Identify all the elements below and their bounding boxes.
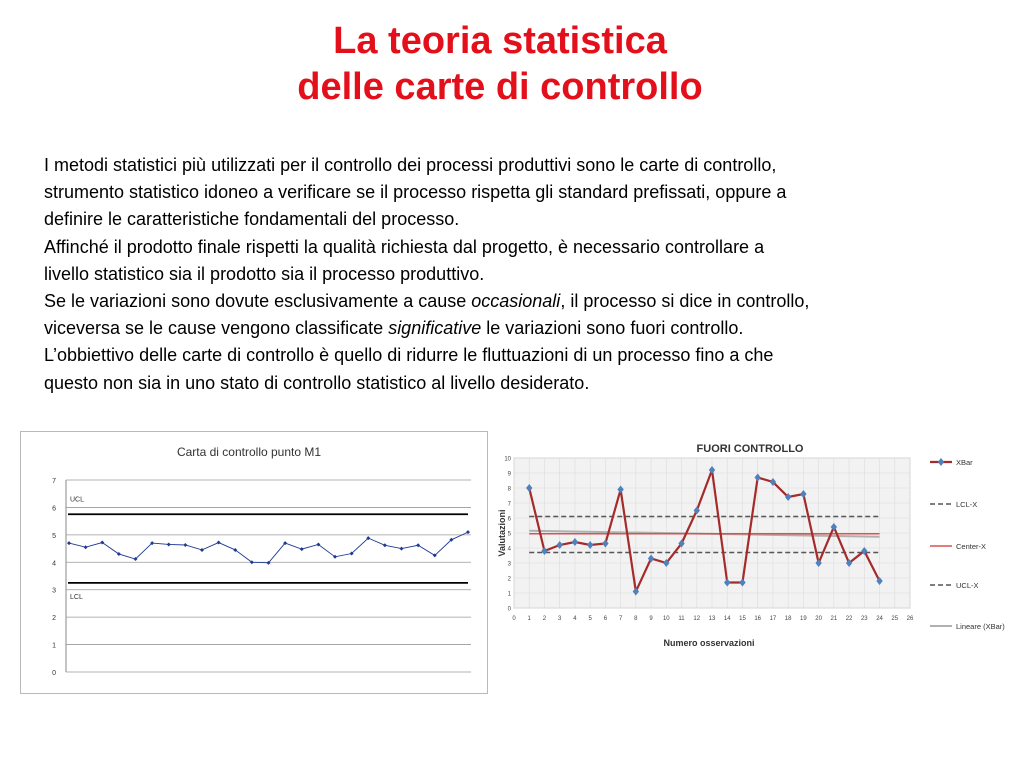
legend-entry: Lineare (XBar) (956, 622, 1005, 631)
body-line: questo non sia in uno stato di controllo statistico al livello desiderato. (44, 372, 590, 393)
y-tick-label: 6 (507, 516, 511, 523)
body-line: strumento statistico idoneo a verificare se il processo rispetta gli standard prefissati, oppure a (44, 182, 787, 203)
data-point (217, 541, 221, 545)
x-tick-label: 5 (588, 616, 592, 622)
slide-title-line-1: La teoria statistica (333, 20, 667, 62)
x-tick-label: 17 (769, 616, 777, 622)
legend-entry: Center-X (956, 542, 987, 551)
x-tick-label: 16 (754, 616, 762, 622)
legend-entry: XBar (956, 458, 973, 467)
y-tick-label: 5 (52, 532, 56, 540)
body-line: livello statistico sia il prodotto sia il processo produttivo. (44, 263, 485, 284)
emphasis-significative: significative (388, 318, 482, 339)
body-text-span: Se le variazioni sono dovute esclusivamente a cause (44, 291, 472, 312)
y-tick-label: 8 (507, 486, 511, 493)
data-point (200, 548, 204, 552)
data-point (400, 547, 404, 551)
data-point (84, 545, 88, 549)
data-point (466, 530, 470, 534)
slide-title-line-2: delle carte di controllo (297, 66, 703, 108)
x-tick-label: 13 (708, 616, 716, 622)
x-tick-label: 6 (603, 616, 608, 622)
y-tick-label: 4 (52, 560, 56, 568)
x-tick-label: 12 (693, 616, 701, 622)
x-tick-label: 1 (527, 616, 531, 622)
y-tick-label: 4 (507, 546, 511, 553)
x-tick-label: 9 (649, 616, 653, 622)
x-tick-label: 21 (830, 616, 838, 622)
legend-marker (938, 458, 944, 466)
chart-title: FUORI CONTROLLO (696, 443, 804, 455)
x-tick-label: 14 (723, 616, 731, 622)
x-tick-label: 24 (876, 616, 883, 622)
x-tick-label: 22 (845, 616, 853, 622)
emphasis-occasionali: occasionali (471, 291, 561, 312)
y-axis-label: Valutazioni (497, 509, 507, 557)
body-text-span: , il processo si dice in controllo, (560, 291, 810, 312)
y-tick-label: 10 (504, 456, 511, 463)
y-tick-label: 7 (52, 478, 56, 485)
data-point (67, 541, 71, 545)
y-tick-label: 0 (507, 606, 511, 613)
data-point (167, 542, 171, 546)
y-tick-label: 2 (52, 615, 56, 623)
legend-entry: LCL-X (956, 500, 978, 509)
y-tick-label: 6 (52, 505, 56, 513)
x-tick-label: 18 (784, 616, 792, 622)
y-tick-label: 9 (507, 471, 511, 478)
out-of-control-chart (494, 436, 1024, 652)
data-point (383, 543, 387, 547)
y-tick-label: 0 (52, 670, 56, 677)
series-line-m1 (69, 532, 468, 563)
y-tick-label: 1 (507, 591, 511, 598)
x-tick-label: 4 (573, 616, 577, 622)
body-line (44, 288, 1004, 315)
y-tick-label: 7 (507, 501, 511, 508)
body-line (44, 315, 1004, 342)
data-point (416, 543, 420, 547)
body-text-span: le variazioni sono fuori controllo. (481, 318, 744, 339)
y-tick-label: 2 (507, 576, 511, 583)
body-text (44, 152, 1004, 397)
legend-entry: UCL-X (956, 581, 979, 590)
body-line: definire le caratteristiche fondamentali del processo. (44, 209, 460, 230)
y-tick-label: 3 (507, 561, 511, 568)
control-line-label: LCL (70, 593, 83, 601)
slide-title (0, 18, 1000, 110)
x-tick-label: 25 (891, 616, 899, 622)
x-tick-label: 15 (739, 616, 746, 622)
x-tick-label: 11 (678, 616, 685, 622)
control-line-label: UCL (70, 496, 85, 504)
x-tick-label: 26 (906, 616, 914, 622)
control-chart-m1 (20, 431, 488, 694)
body-line: L’obbiettivo delle carte di controllo è quello di ridurre le fluttuazioni di un processo fino a che (44, 345, 774, 366)
control-chart-m1-svg (21, 432, 487, 693)
x-tick-label: 10 (662, 616, 670, 622)
x-tick-label: 19 (800, 616, 807, 622)
y-tick-label: 5 (507, 531, 511, 538)
x-tick-label: 3 (558, 616, 562, 622)
body-line: Affinché il prodotto finale rispetti la qualità richiesta dal progetto, è necessario controllare a (44, 236, 765, 257)
x-axis-label: Numero osservazioni (663, 638, 755, 648)
x-tick-label: 20 (815, 616, 822, 622)
data-point (183, 543, 187, 547)
x-tick-label: 23 (860, 616, 868, 622)
chart-title: Carta di controllo punto M1 (176, 445, 322, 459)
data-point (300, 547, 304, 551)
x-tick-label: 0 (512, 616, 516, 622)
x-tick-label: 7 (618, 616, 623, 622)
body-line: I metodi statistici più utilizzati per il controllo dei processi produttivi sono le carte di controllo, (44, 155, 777, 175)
body-text-span: viceversa se le cause vengono classificate (44, 318, 389, 339)
y-tick-label: 1 (52, 642, 56, 650)
out-of-control-chart-svg (494, 436, 1024, 652)
x-tick-label: 2 (542, 616, 547, 622)
x-tick-label: 8 (634, 616, 638, 622)
y-tick-label: 3 (52, 587, 56, 595)
